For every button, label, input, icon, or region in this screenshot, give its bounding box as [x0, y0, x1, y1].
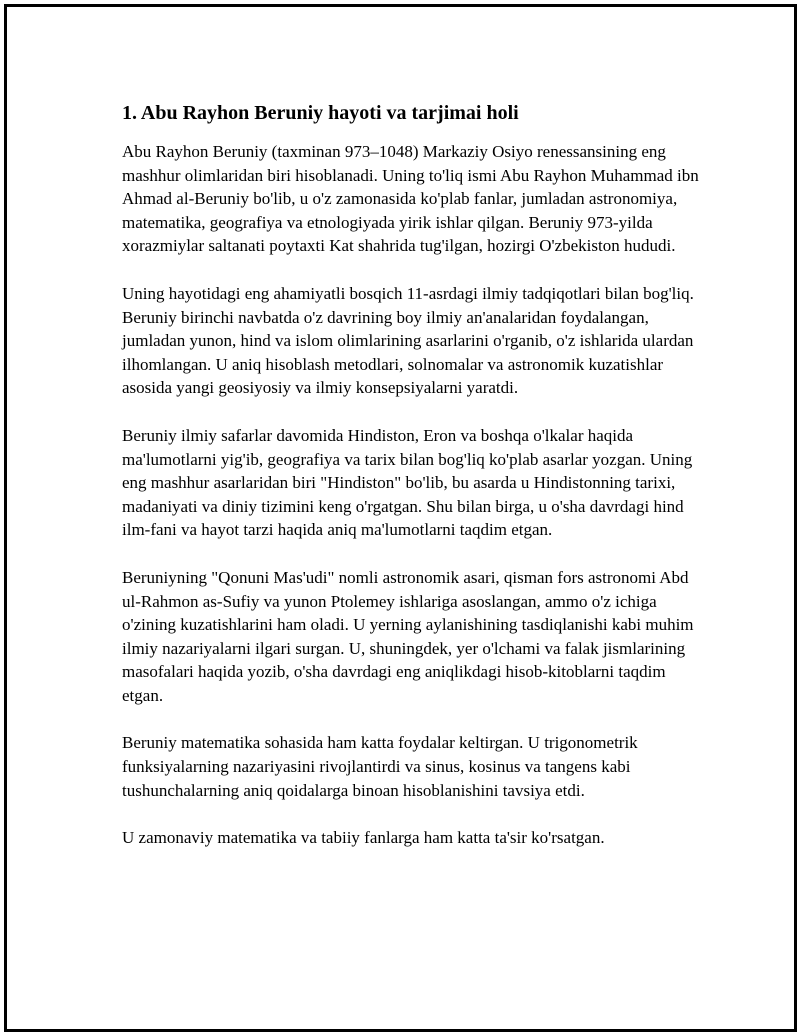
paragraph-4: Beruniyning "Qonuni Mas'udi" nomli astronomik asari, qisman fors astronomi Abd ul-Rahmon as-Sufiy va yunon Ptolemey ishlariga asoslangan, ammo o'z ichiga o'zining kuzatishlarini ham oladi. U yerning aylanishining tasdiqlanishi kabi muhim ilmiy nazariyalarni ilgari surgan. U, shuningdek, yer o'lchami va falak jismlarining masofalari haqida yozib, o'sha davrdagi eng aniqlikdagi hisob-kitoblarni taqdim etgan.: [122, 567, 694, 705]
document-body: [122, 100, 702, 850]
paragraph-5: Beruniy matematika sohasida ham katta foydalar keltirgan. U trigonometrik funksiyalarning nazariyasini rivojlantirdi va sinus, kosinus va tangens kabi tushunchalarning aniq qoidalarga binoan hisoblanishini tavsiya etdi.: [122, 733, 638, 800]
page-frame: [4, 4, 797, 1032]
paragraph-3: Beruniy ilmiy safarlar davomida Hindiston, Eron va boshqa o'lkalar haqida ma'lumotlarni yig'ib, geografiya va tarix bilan bog'liq ko'plab asarlar yozgan. Uning eng mashhur asarlaridan biri "Hindiston" bo'lib, bu asarda u Hindistonning tarixi, madaniyati va diniy tizimini keng o'rgatgan. Shu bilan birga, u o'sha davrdagi hind ilm-fani va hayot tarzi haqida aniq ma'lumotlarni taqdim etgan.: [122, 425, 693, 540]
paragraph-1: Abu Rayhon Beruniy (taxminan 973–1048) Markaziy Osiyo renessansining eng mashhur olimlaridan biri hisoblanadi. Uning to'liq ismi Abu Rayhon Muhammad ibn Ahmad al-Beruniy bo'lib, u o'z zamonasida ko'plab fanlar, jumladan astronomiya, matematika, geografiya va etnologiyada yirik ishlar qilgan. Beruniy 973-yilda xorazmiylar saltanati poytaxti Kat shahrida tug'ilgan, hozirgi O'zbekiston hududi.: [122, 142, 699, 256]
paragraph-6: U zamonaviy matematika va tabiiy fanlarga ham katta ta'sir ko'rsatgan.: [122, 828, 605, 848]
section-title: 1. Abu Rayhon Beruniy hayoti va tarjimai holi: [122, 102, 519, 124]
paragraph-2: Uning hayotidagi eng ahamiyatli bosqich 11-asrdagi ilmiy tadqiqotlari bilan bog'liq. Beruniy birinchi navbatda o'z davrining boy ilmiy an'analaridan foydalangan, jumladan yunon, hind va islom olimlarining asarlarini o'rganib, o'z ishlarida ulardan ilhomlangan. U aniq hisoblash metodlari, solnomalar va astronomik kuzatishlar asosida yangi geosiyosiy va ilmiy konsepsiyalarni yaratdi.: [122, 283, 694, 398]
